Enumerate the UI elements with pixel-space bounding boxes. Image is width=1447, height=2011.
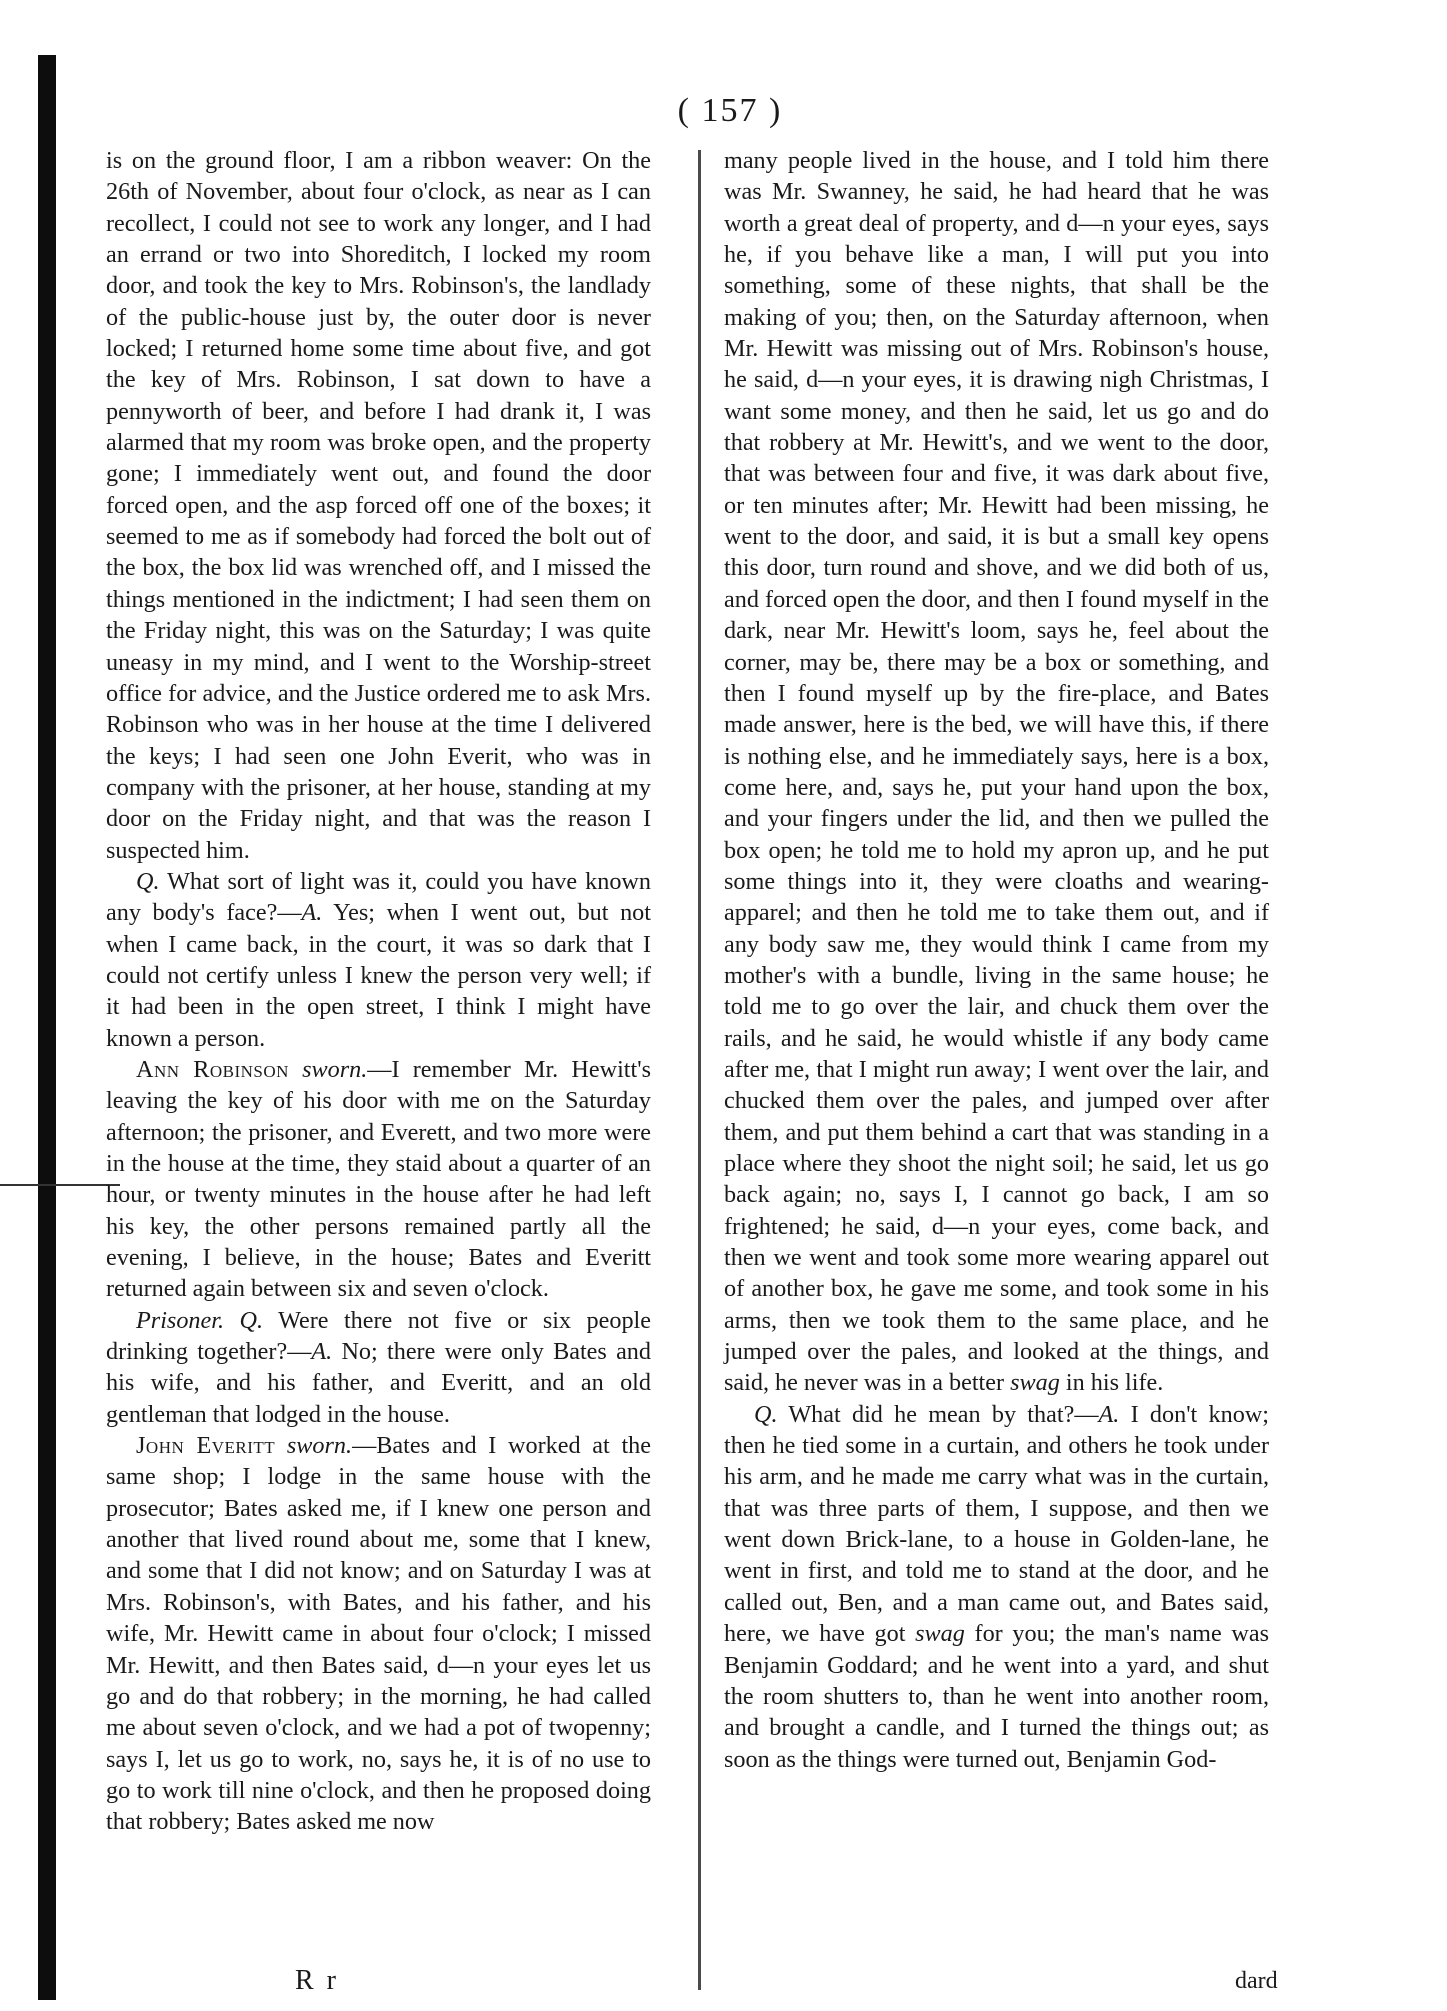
- answer-text: Yes; when I went out, but not when I came back, in the court, it was so dark that I could not certify unless I knew the person very well; if it had been in the open street, I think I might have known a person.: [106, 899, 651, 1052]
- paragraph-question-light: [106, 866, 651, 1054]
- right-column: [724, 145, 1269, 1775]
- paragraph-ann-robinson: [106, 1054, 651, 1305]
- testimony-text: —Bates and I worked at the same shop; I lodge in the same house with the prosecutor; Bates asked me, if I knew one person and another that lived round about me, some that I knew, and some that I did not know; and on Saturday I was at Mrs. Robinson's, with Bates, and his father, and his wife, Mr. Hewitt came in about four o'clock; I missed Mr. Hewitt, and then Bates said, d—n your eyes let us go and do that robbery; in the morning, he had called me about seven o'clock, and we had a pot of twopenny; says I, let us go to work, no, says he, it is of no use to go to work till nine o'clock, and then he proposed doing that robbery; Bates asked me now: [106, 1432, 652, 1836]
- testimony-text-end: in his life.: [1065, 1369, 1164, 1397]
- testimony-text: —I remember Mr. Hewitt's leaving the key of his door with me on the Saturday afternoon; the prisoner, and Everett, and two more were in the house at the time, they staid about a quarter of an hour, or twenty minutes in the house after he had left his key, the other persons remained partly all the evening, I believe, in the house; Bates and Everitt returned again between six and seven o'clock.: [106, 1055, 652, 1303]
- answer-text: No; there were only Bates and his wife, and his father, and Everitt, and an old gentleman that lodged in the house.: [106, 1338, 651, 1428]
- question-text: Were there not five or six people drinking together?—: [106, 1306, 651, 1366]
- answer-label: A.: [1098, 1400, 1120, 1428]
- question-label: Q.: [754, 1400, 778, 1428]
- paragraph-everitt-continued: [724, 145, 1269, 1399]
- italic-word-swag: swag: [1010, 1369, 1060, 1397]
- left-column: [106, 145, 651, 1838]
- paragraph-testimony-hewitt: is on the ground floor, I am a ribbon weaver: On the 26th of November, about four o'clock, as near as I can recollect, I could not see to work any longer, and I had an errand or two into Shoreditch, I locked my room door, and took the key to Mrs. Robinson's, the landlady of the public-house just by, the outer door is never locked; I returned home some time about five, and got the key of Mrs. Robinson, I sat down to have a pennyworth of beer, and before I had drank it, I was alarmed that my room was broke open, and the property gone; I immediately went out, and found the door forced open, and the asp forced off one of the boxes; it seemed to me as if somebody had forced the bolt out of the box, the box lid was wrenched off, and I missed the things mentioned in the indictment; I had seen them on the Friday night, this was on the Saturday; I was quite uneasy in my mind, and I went to the Worship-street office for advice, and the Justice ordered me to ask Mrs. Robinson who was in her house at the time I delivered the keys; I had seen one John Everit, who was in company with the prisoner, at her house, standing at my door on the Friday night, and that was the reason I suspected him.: [106, 147, 651, 864]
- witness-name: Ann Robinson: [136, 1055, 289, 1083]
- paragraph-john-everitt: [106, 1430, 651, 1837]
- witness-name: John Everitt: [136, 1432, 276, 1460]
- page-number: ( 157 ): [677, 92, 783, 129]
- catchword: dard: [1235, 1968, 1278, 1994]
- paragraph-prisoner-question: [106, 1305, 651, 1430]
- italic-word-swag: swag: [915, 1620, 965, 1648]
- binding-mark: [0, 1184, 120, 1186]
- question-label: Q.: [239, 1306, 264, 1334]
- answer-label: A.: [311, 1338, 333, 1366]
- question-text: What sort of light was it, could you have known any body's face?—: [106, 867, 651, 927]
- answer-text-end: for you; the man's name was Benjamin Goddard; and he went into a yard, and shut the room shutters to, than he went into another room, and brought a candle, and I turned the things out; as soon as the things were turned out, Benjamin God-: [724, 1620, 1270, 1773]
- answer-text: I don't know; then he tied some in a curtain, and others he took under his arm, and he made me carry what was in the curtain, that was three parts of them, I suppose, and then we went down Brick-lane, to a house in Golden-lane, he went in first, and told me to stand at the door, and he called out, Ben, and a man came out, and Bates said, here, we have got: [724, 1400, 1270, 1648]
- paragraph-question-meaning: [724, 1399, 1269, 1775]
- sworn-label: sworn.: [302, 1055, 368, 1083]
- column-divider: [698, 150, 701, 1990]
- prisoner-label: Prisoner.: [136, 1306, 225, 1334]
- binding-edge: [38, 55, 56, 2000]
- question-label: Q.: [136, 867, 160, 895]
- signature-mark: R r: [295, 1965, 339, 1996]
- question-text: What did he mean by that?—: [788, 1400, 1099, 1428]
- sworn-label: sworn.: [286, 1432, 353, 1460]
- testimony-text: many people lived in the house, and I told him there was Mr. Swanney, he said, he had heard that he was worth a great deal of property, and d—n your eyes, says he, if you behave like a man, I will put you into something, some of these nights, that shall be the making of you; then, on the Saturday afternoon, when Mr. Hewitt was missing out of Mrs. Robinson's house, he said, d—n your eyes, it is drawing nigh Christmas, I want some money, and then he said, let us go and do that robbery at Mr. Hewitt's, and we went to the door, that was between four and five, it was dark about five, or ten minutes after; Mr. Hewitt had been missing, he went to the door, and said, it is but a small key opens this door, turn round and shove, and we did both of us, and forced open the door, and then I found myself in the dark, near Mr. Hewitt's loom, says he, feel about the corner, may be, there may be a box or something, and then I found myself up by the fire-place, and Bates made answer, here is the bed, we will have this, if there is nothing else, and he immediately says, here is a box, come here, and, says he, put your hand upon the box, and your fingers under the lid, and then we pulled the box open; he told me to hold my apron up, and he put some things into it, they were cloaths and wearing-apparel; and then he told me to take them out, and if any body saw me, they would think I came from my mother's with a bundle, living in the same house; he told me to go over the lair, and chuck them over the rails, and he said, he would whistle if any body came after me, that I might run away; I went over the lair, and chucked them over the pales, and jumped over after them, and put them behind a cart that was standing in a place where they shoot the night soil; he said, let us go back again; no, says I, I cannot go back, I am so frightened; he said, d—n your eyes, come back, and then we went and took some more wearing apparel out of another box, he gave me some, and took some in his arms, then we took them to the same place, and he jumped over the pales, and looked at the things, and said, he never was in a better: [724, 147, 1269, 1397]
- answer-label: A.: [301, 899, 323, 927]
